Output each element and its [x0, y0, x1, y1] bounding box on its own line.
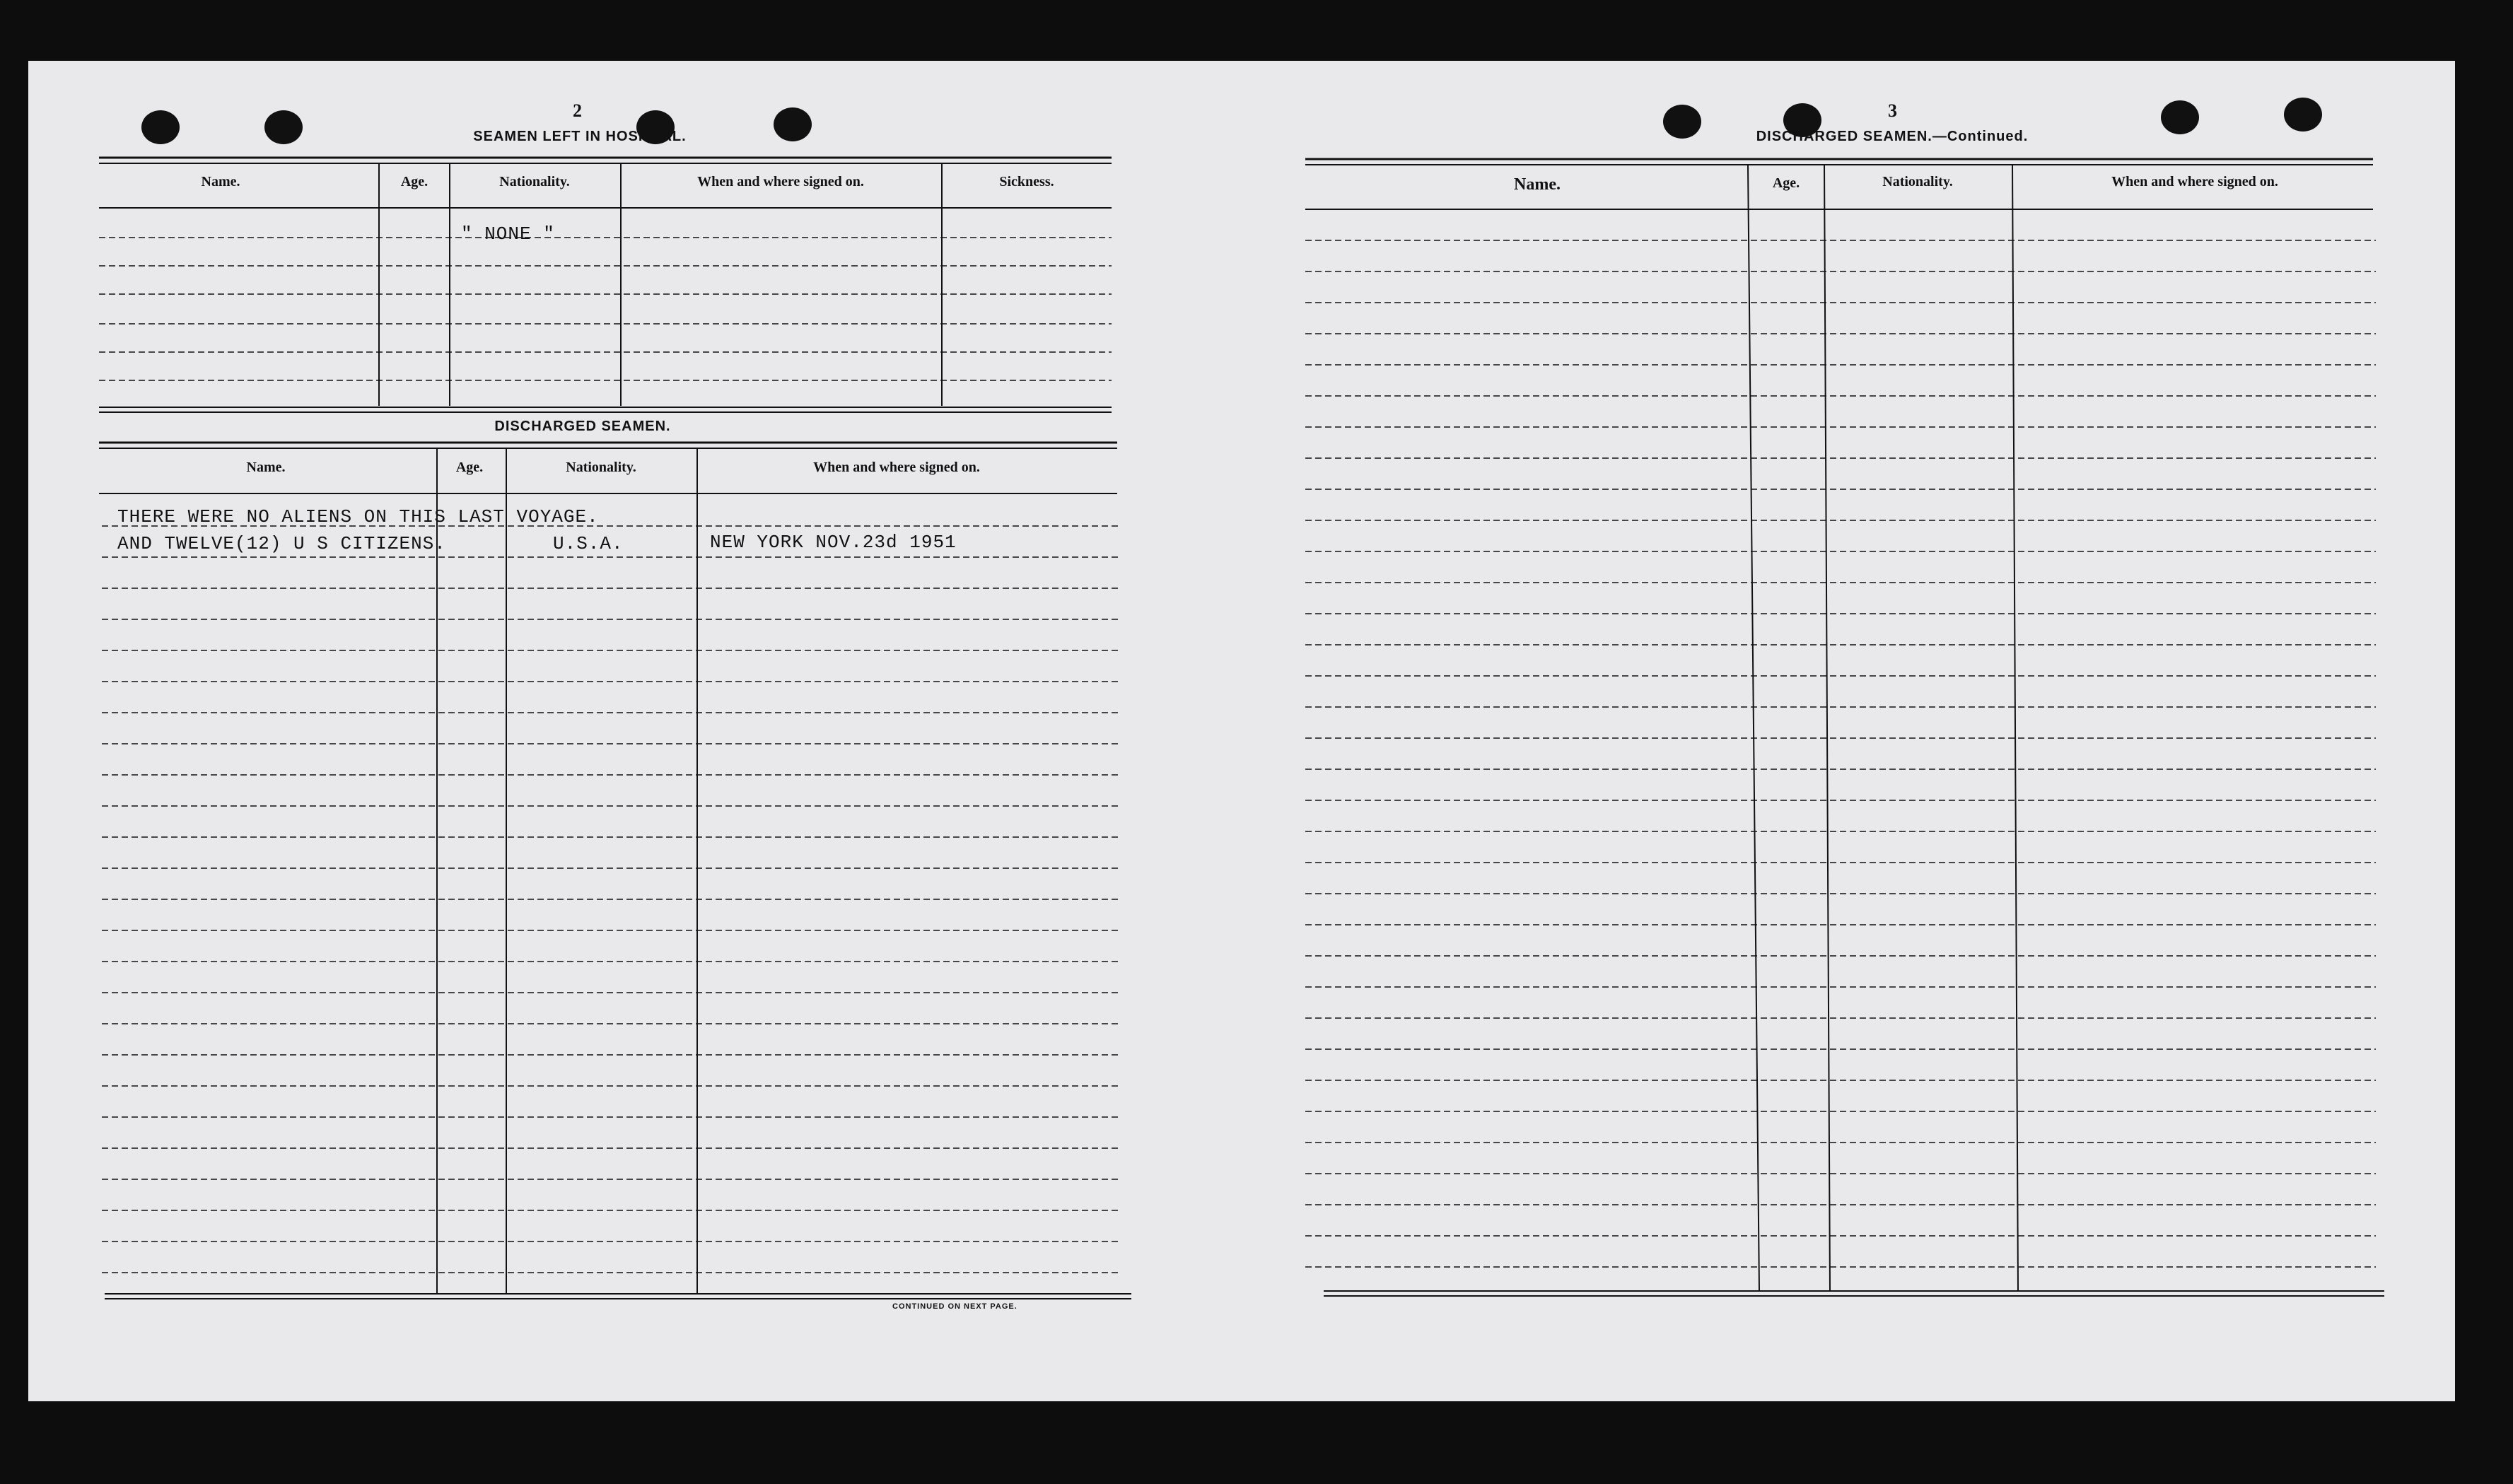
column-header-age: Age. — [400, 174, 428, 189]
column-header-age: Age. — [1772, 175, 1800, 191]
discharged-entry-signed-on: NEW YORK NOV.23d 1951 — [710, 532, 957, 553]
column-header-name: Name. — [246, 460, 286, 475]
section-title-hospital: SEAMEN LEFT IN HOSPITAL. — [473, 129, 687, 144]
continued-note: CONTINUED ON NEXT PAGE. — [892, 1302, 1018, 1311]
column-header-signed-on: When and where signed on. — [2111, 174, 2278, 189]
column-header-nationality: Nationality. — [1882, 174, 1953, 189]
section-title-discharged: DISCHARGED SEAMEN. — [494, 419, 671, 434]
punch-hole — [141, 110, 180, 144]
punch-hole — [1663, 105, 1701, 139]
form-rules — [28, 61, 2455, 1401]
hospital-entry-nationality: " NONE " — [461, 223, 555, 245]
column-header-name: Name. — [201, 174, 240, 189]
punch-hole — [2284, 98, 2322, 132]
column-header-nationality: Nationality. — [566, 460, 636, 475]
punch-hole — [264, 110, 303, 144]
column-header-sickness: Sickness. — [999, 174, 1054, 189]
column-header-nationality: Nationality. — [499, 174, 570, 189]
column-header-signed-on: When and where signed on. — [697, 174, 864, 189]
column-header-signed-on: When and where signed on. — [813, 460, 980, 475]
page-number: 3 — [1888, 100, 1897, 121]
discharged-entry-name: AND TWELVE(12) U S CITIZENS. — [117, 533, 446, 554]
punch-hole — [2161, 100, 2199, 134]
page-number: 2 — [573, 100, 582, 121]
discharged-entry-name: THERE WERE NO ALIENS ON THIS LAST VOYAGE. — [117, 506, 599, 527]
column-header-age: Age. — [455, 460, 484, 475]
punch-hole — [774, 107, 812, 141]
ledger-sheet — [28, 61, 2455, 1401]
section-title-discharged-continued: DISCHARGED SEAMEN.—Continued. — [1756, 129, 2029, 144]
column-header-name: Name. — [1514, 175, 1561, 194]
discharged-entry-nationality: U.S.A. — [553, 533, 624, 554]
